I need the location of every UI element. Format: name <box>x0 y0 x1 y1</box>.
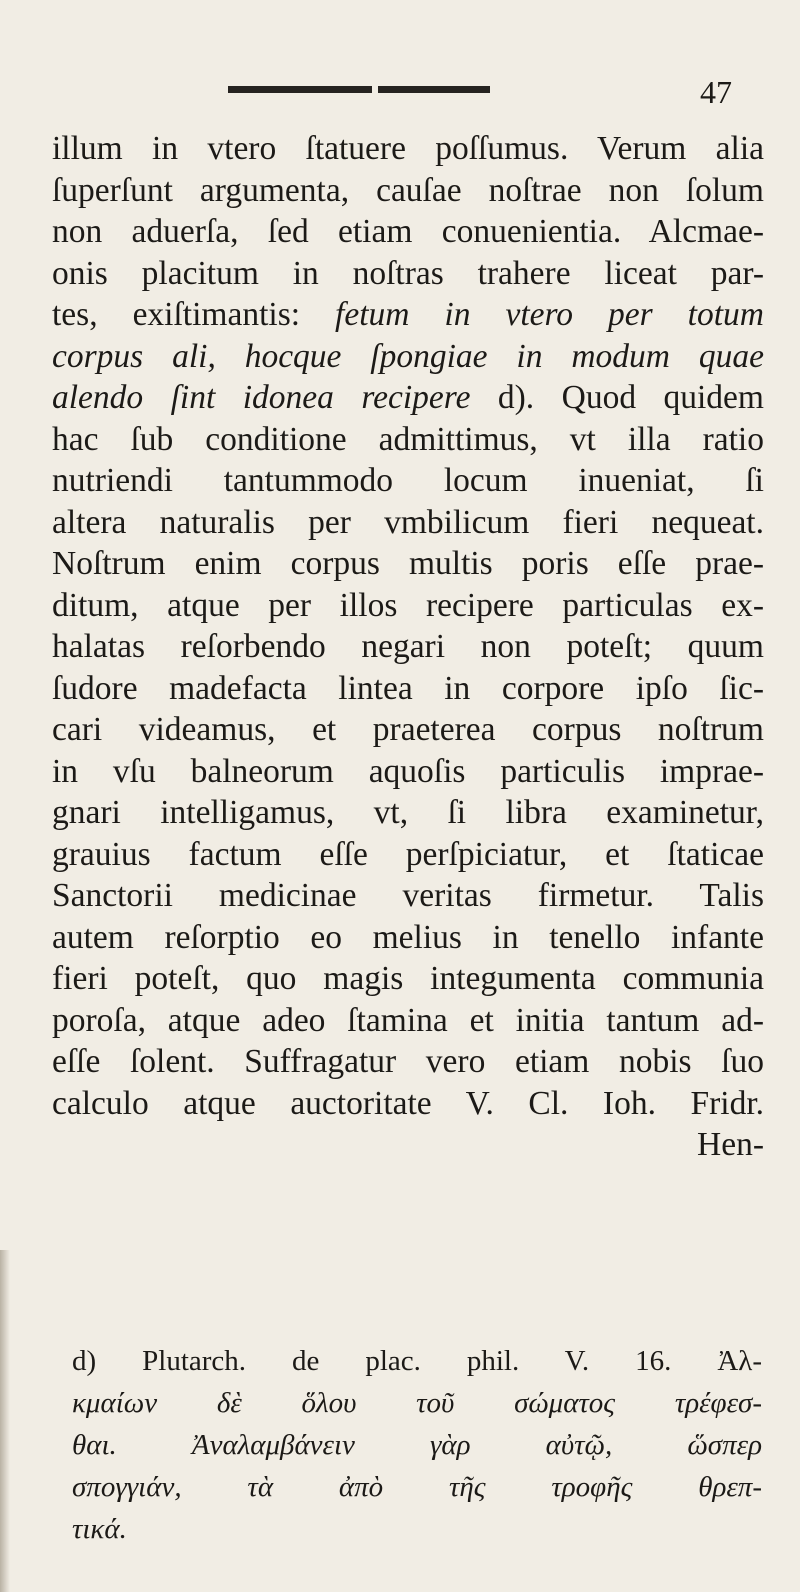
text-line: hac ſub conditione admittimus, vt illa ratio <box>52 420 764 458</box>
text-line: fieri poteſt, quo magis integumenta communia <box>52 960 764 997</box>
text-line: halatas reſorbendo negari non poteſt; quum <box>52 628 764 665</box>
footnote-line-greek: κμαίων δὲ ὅλου τοῦ σώματος τρέφεσ- <box>72 1387 762 1419</box>
text-italic-quote: alendo ſint idonea recipere <box>52 379 471 416</box>
header-rule-bar <box>228 86 490 93</box>
text-line: illum in vtero ſtatuere poſſumus. Verum alia <box>52 130 764 167</box>
text-line: ſudore madefacta lintea in corpore ipſo ſic- <box>52 669 764 707</box>
text-line: ditum, atque per illos recipere particulas ex- <box>52 586 764 624</box>
header-rule-gap <box>372 86 378 93</box>
page-number: 47 <box>700 74 732 110</box>
text-roman: d). Quod quidem <box>470 379 764 416</box>
footnote-line: d) Plutarch. de plac. phil. V. 16. Ἀλ- <box>72 1345 762 1377</box>
text-line: poroſa, atque adeo ſtamina et initia tantum ad- <box>52 1001 764 1039</box>
text-line: grauius factum eſſe perſpiciatur, et ſtaticae <box>52 835 764 873</box>
page-edge-shadow <box>0 1250 10 1592</box>
footnote-line-greek: σπογγιάν, τὰ ἀπὸ τῆς τροφῆς θρεπ- <box>72 1471 762 1503</box>
main-text <box>52 128 764 1166</box>
text-line: autem reſorptio eo melius in tenello infante <box>52 918 764 956</box>
text-line: cari videamus, et praeterea corpus noſtrum <box>52 711 764 748</box>
text-italic-quote: fetum in vtero per totum <box>335 296 764 333</box>
text-line: eſſe ſolent. Suffragatur vero etiam nobis ſuo <box>52 1043 764 1080</box>
footnote-line-greek: τικά. <box>72 1513 127 1545</box>
footnote-line-greek: θαι. Ἀναλαμβάνειν γὰρ αὐτῷ, ὥσπερ <box>72 1429 762 1461</box>
text-line: onis placitum in noſtras trahere liceat par- <box>52 254 764 292</box>
text-line: gnari intelligamus, vt, ſi libra examinetur, <box>52 794 764 831</box>
text-line-italic: corpus ali, hocque ſpongiae in modum quae <box>52 337 764 375</box>
text-line <box>52 377 764 419</box>
text-line: nutriendi tantummodo locum inueniat, ſi <box>52 462 764 499</box>
text-line: non aduerſa, ſed etiam conuenientia. Alcmae- <box>52 213 764 250</box>
text-line <box>52 294 764 336</box>
text-line: ſuperſunt argumenta, cauſae noſtrae non ſolum <box>52 171 764 209</box>
text-line: Noſtrum enim corpus multis poris eſſe prae- <box>52 545 764 582</box>
text-line: Sanctorii medicinae veritas firmetur. Talis <box>52 877 764 914</box>
text-line: calculo atque auctoritate V. Cl. Ioh. Fridr. <box>52 1084 764 1122</box>
footnote <box>72 1340 762 1550</box>
catchword: Hen- <box>697 1126 764 1163</box>
text-line: altera naturalis per vmbilicum fieri nequeat. <box>52 503 764 541</box>
text-line: in vſu balneorum aquoſis particulis imprae- <box>52 752 764 790</box>
text-roman: tes, exiſtimantis: <box>52 296 336 333</box>
